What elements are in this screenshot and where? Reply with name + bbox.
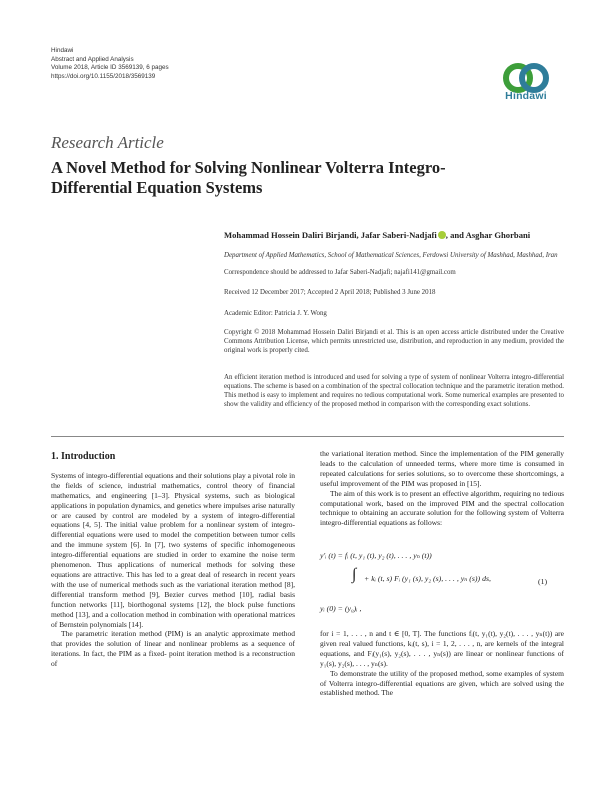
correspondence: Correspondence should be addressed to Jafar Saberi-Nadjafi; najafi141@gmail.com bbox=[224, 269, 456, 276]
doi-link[interactable]: https://doi.org/10.1155/2018/3569139 bbox=[51, 72, 156, 80]
abstract: An efficient iteration method is introduced and used for solving a type of system of nonlinear Volterra integro-differential equations. The scheme is based on a combination of the spectral collocation technique and the parametric iteration method. This method is easy to implement and requires no tedious computational work. Some numerical examples are presented to show the validity and efficiency of the proposed method in comparison with the corresponding exact solutions. bbox=[224, 374, 564, 408]
equation-number: (1) bbox=[538, 577, 548, 586]
journal-info bbox=[51, 47, 169, 81]
academic-editor: Academic Editor: Patricia J. Y. Wong bbox=[224, 310, 327, 317]
orcid-icon[interactable] bbox=[438, 231, 446, 239]
article-title: A Novel Method for Solving Nonlinear Volterra Integro-Differential Equation Systems bbox=[51, 158, 446, 197]
integral-symbol: ∫ bbox=[352, 566, 357, 583]
left-column bbox=[51, 452, 295, 669]
brand-name: Hindawi bbox=[505, 90, 547, 102]
equation-line-1: y′ᵢ (t) = fᵢ (t, y₁ (t), y₂ (t), . . . , yₙ (t)) bbox=[320, 551, 432, 560]
intro-paragraph-3: the variational iteration method. Since the implementation of the PIM generally leads to the calculation of unneeded terms, where more time is consumed in repeated calculations for series solutions, so to overcome these shortcomings, a useful improvement of the PIM was proposed in [15]. bbox=[320, 449, 564, 488]
intro-paragraph-6: To demonstrate the utility of the proposed method, some examples of system of Volterra integro-differential equations are given, which are solved using the established method. The bbox=[320, 668, 564, 698]
intro-paragraph-4: The aim of this work is to present an effective algorithm, requiring no tedious computational work, based on the improved PIM and the spectral collocation technique to obtaining an accurate solution for the following system of Volterra integro-differential equations as follows: bbox=[320, 488, 564, 528]
equation-line-2: + kᵢ (t, s) Fᵢ (y₁ (s), y₂ (s), . . . , yₙ (s)) ds, bbox=[364, 574, 491, 583]
section-heading: 1. Introduction bbox=[51, 451, 116, 462]
author-list bbox=[224, 230, 564, 240]
authors-last: , and Asghar Ghorbani bbox=[445, 230, 531, 240]
copyright-notice: Copyright © 2018 Mohammad Hossein Daliri Birjandi et al. This is an open access article distributed under the Creative Commons Attribution License, which permits unrestricted use, distribution, and reproduction in any medium, provided the original work is properly cited. bbox=[224, 329, 564, 354]
section-divider bbox=[51, 436, 564, 437]
affiliation: Department of Applied Mathematics, School of Mathematical Sciences, Ferdowsi University of Mashhad, Mashhad, Iran bbox=[224, 252, 558, 259]
article-dates: Received 12 December 2017; Accepted 2 April 2018; Published 3 June 2018 bbox=[224, 289, 436, 296]
publisher-name: Hindawi bbox=[51, 47, 74, 54]
intro-paragraph-2: The parametric iteration method (PIM) is an analytic approximate method that provides the solution of linear and nonlinear problems as a sequence of iterations. In fact, the PIM as a fixed- point iteration method is a reconstruction of bbox=[51, 629, 295, 669]
equation-line-3: yᵢ (0) = (y₀)ᵢ , bbox=[320, 604, 362, 613]
authors-first: Mohammad Hossein Daliri Birjandi, Jafar Saberi-Nadjafi bbox=[224, 230, 437, 240]
volume-info: Volume 2018, Article ID 3569139, 6 pages bbox=[51, 64, 169, 72]
journal-name: Abstract and Applied Analysis bbox=[51, 55, 134, 63]
intro-paragraph-1: Systems of integro-differential equations and their solutions play a pivotal role in the fields of science, industrial mathematics, control theory of financial mathematics, and engineering [1–3]. Physical systems, such as biological applications in population dynamics, and genetics where impulses arise naturally or are caused by control are modeled by a system of integro-differential equations [4, 5]. The initial value problem for a nonlinear system of integro-differential equations were used to model the competition between tumor cells and the immune system [6]. In [7], two systems of specific inhomogeneous integro-differential equations are studied in order to examine the noise term phenomenon. Thus applications of numerical methods for solving these equations are attractive. This has led to a great deal of research in recent years with the use of numerical methods such as the variational iteration method [8], differential transform method [9], Bezier curves method [10], radial basis function networks [11], biorthogonal systems [12], the block pulse functions method [13], and a collocation method in combination with operational matrices of Bernstein polynomials [14]. bbox=[51, 470, 295, 629]
intro-paragraph-5: for i = 1, . . . , n and t ∈ [0, T]. The functions fᵢ(t, y₁(t), y₂(t), . . . , yₙ(t)) are given real valued functions, kᵢ(t, s), i = 1, 2, . . . , n, are kernels of the integral equations, and Fᵢ(y₁(s), y₂(s), . . . , yₙ(s)) are linear or nonlinear functions of y₁(s), y₂(s), . . . , yₙ(s). bbox=[320, 629, 564, 668]
right-column-bottom bbox=[320, 629, 564, 698]
article-type: Research Article bbox=[51, 133, 164, 152]
right-column-top bbox=[320, 449, 564, 528]
